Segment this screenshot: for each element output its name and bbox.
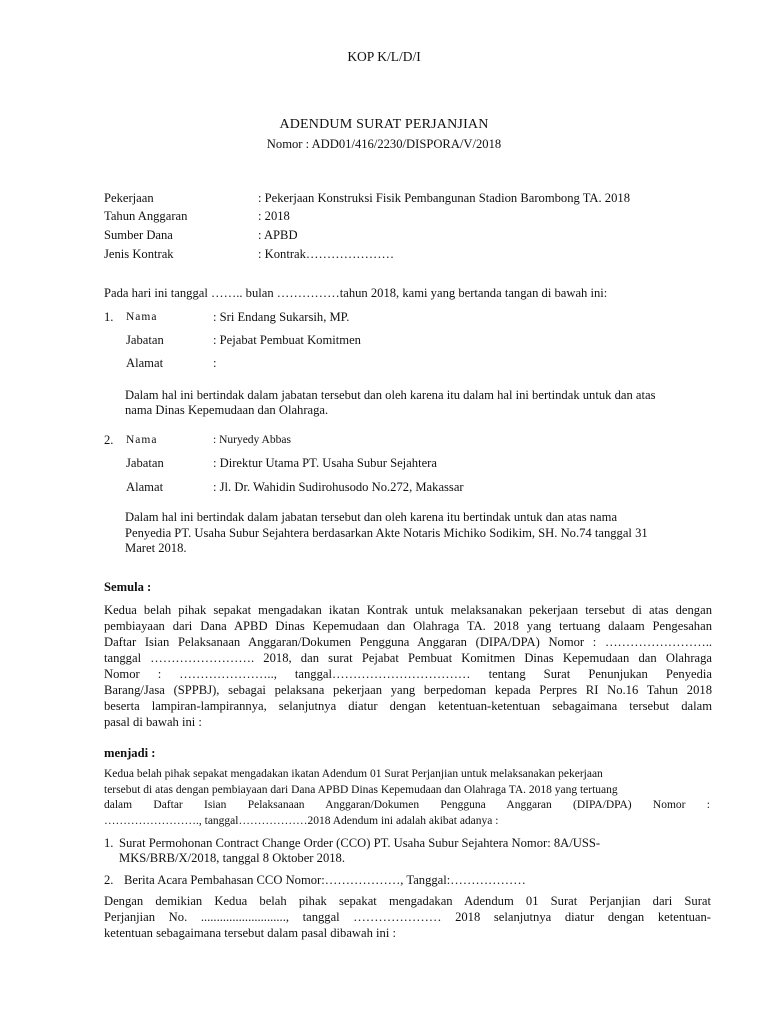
info-value-jenis: : Kontrak………………… [258,247,395,261]
party-1-nama-label: Nama [126,311,158,323]
semula-line: pembiayaan dari Dana APBD Dinas Kepemudaan dan Olahraga TA. 2018 yang tertuang dalaam Pengesahan [104,619,712,633]
menjadi-paragraph [104,767,710,829]
info-label-tahun: Tahun Anggaran [104,209,188,223]
semula-line: Barang/Jasa (SPPBJ), sebagai pelaksana pekerjaan yang berpedoman kepada Perpres RI No.16 Tahun 2018 [104,683,712,697]
intro-paragraph: Pada hari ini tanggal …….. bulan ……………tahun 2018, kami yang bertanda tangan di bawah ini: [104,286,608,300]
info-label-sumber: Sumber Dana [104,228,173,242]
semula-paragraph [104,602,712,730]
info-value-sumber: : APBD [258,228,298,242]
document-title: ADENDUM SURAT PERJANJIAN [279,117,489,132]
party-1-number: 1. [104,310,114,324]
party-2-alamat-value: : Jl. Dr. Wahidin Sudirohusodo No.272, Makassar [213,480,464,494]
party-1-nama-value: : Sri Endang Sukarsih, MP. [213,310,350,324]
menjadi-item-line: Surat Permohonan Contract Change Order (CCO) PT. Usaha Subur Sejahtera Nomor: 8A/USS- [119,836,601,850]
party-2-nama-label: Nama [126,434,158,446]
menjadi-line: dalam Daftar Isian Pelaksanaan Anggaran/Dokumen Pengguna Anggaran (DIPA/DPA) Nomor : [104,799,710,811]
menjadi-item-number: 2. [104,873,114,887]
menjadi-line: ……………………., tanggal………………2018 Adendum ini adalah akibat adanya : [104,814,499,827]
semula-line: tanggal ……………………. 2018, dan surat Pejabat Pembuat Komitmen Dinas Kepemudaan dan Olahraga [104,651,712,665]
party-2-desc-line: Maret 2018. [125,541,187,555]
party-1-jabatan-value: : Pejabat Pembuat Komitmen [213,333,361,347]
info-value-pekerjaan: : Pekerjaan Konstruksi Fisik Pembangunan Stadion Barombong TA. 2018 [258,191,630,205]
closing-paragraph [104,893,711,941]
semula-line: pasal di bawah ini : [104,715,202,729]
info-value-tahun: : 2018 [258,209,290,223]
party-1-alamat-label: Alamat [126,356,164,370]
menjadi-heading: menjadi : [104,746,156,760]
party-2-jabatan-label: Jabatan [126,456,164,470]
semula-line: Nomor : ………………….., tanggal…………………………… tentang Surat Penunjukan Penyedia [104,667,712,681]
party-2-nama-value: : Nuryedy Abbas [213,434,291,446]
semula-line: beserta lampiran-lampirannya, selanjutnya diatur dengan ketentuan-ketentuan sebagaimana tersebut dalam [104,699,712,713]
party-1-desc-line: Dalam hal ini bertindak dalam jabatan tersebut dan oleh karena itu dalam hal ini bertindak untuk dan atas [125,388,656,402]
info-label-pekerjaan: Pekerjaan [104,191,154,205]
menjadi-line: Kedua belah pihak sepakat mengadakan ikatan Adendum 01 Surat Perjanjian untuk melaksanakan pekerjaan [104,768,603,780]
menjadi-line: tersebut di atas dengan pembiayaan dari Dana APBD Dinas Kepemudaan dan Olahraga TA. 2018 yang tertuang [104,783,618,796]
party-2-jabatan-value: : Direktur Utama PT. Usaha Subur Sejahtera [213,456,437,470]
menjadi-item-line: MKS/BRB/X/2018, tanggal 8 Oktober 2018. [119,851,345,865]
party-1-alamat-value: : [213,356,217,370]
menjadi-item-number: 1. [104,836,114,850]
closing-line: Perjanjian No. ..........................., tanggal ………………… 2018 selanjutnya diatur dengan ketentuan- [104,910,711,924]
party-2-desc-line: Dalam hal ini bertindak dalam jabatan tersebut dan oleh karena itu bertindak untuk dan atas nama [125,510,618,524]
party-1-jabatan-label: Jabatan [126,333,164,347]
info-label-jenis: Jenis Kontrak [104,247,174,261]
semula-line: Kedua belah pihak sepakat mengadakan ikatan Kontrak untuk melaksanakan pekerjaan tersebut di atas dengan [104,603,712,617]
menjadi-item-line: Berita Acara Pembahasan CCO Nomor:………………, Tanggal:……………… [124,873,526,887]
document-number: Nomor : ADD01/416/2230/DISPORA/V/2018 [266,137,502,151]
closing-line: Dengan demikian Kedua belah pihak sepakat mengadakan Adendum 01 Surat Perjanjian dari Surat [104,894,711,908]
kop-header: KOP K/L/D/I [347,49,421,64]
party-2-alamat-label: Alamat [126,480,164,494]
closing-line: ketentuan sebagaimana tersebut dalam pasal dibawah ini : [104,926,396,940]
party-2-number: 2. [104,433,114,447]
semula-heading: Semula : [104,580,152,594]
party-1-desc-line: nama Dinas Kepemudaan dan Olahraga. [125,403,329,417]
semula-line: Daftar Isian Pelaksanaan Anggaran/Dokumen Pengguna Anggaran (DIPA/DPA) Nomor : …………………….. [104,635,712,649]
party-2-desc-line: Penyedia PT. Usaha Subur Sejahtera berdasarkan Akte Notaris Michiko Sodikim, SH. No.74 tanggal 31 [125,526,648,540]
